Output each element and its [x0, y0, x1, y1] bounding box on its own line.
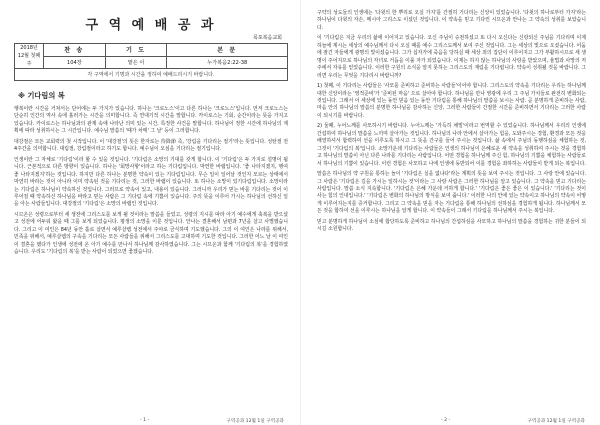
paragraph: 이 '기다림은 지금 우리의 삶에 이어지고 있습니다. 오신 주님이 승천하셨고 또 다시 오신다는 신랑되신 주님을 기다리며 이제 하늘에 계시는 세상의 예수님께서 다시 오실 때를 예수 그리스도께서 보여 주신 것입니다. 그는 세상의 빛으로 오셨습니다. 어둠에 잠긴 자들에게 광명의 빛이셨습니다. 그가 십자가에 죽음을 당하실 때 세상 죄의 집단이 이루어지고 그가 부활하시므로 세 생명이 주어지므로 하나님의 자녀로 거듭을 이룰 자가 되었습니다. 이제는 하지 않는 하나님의 사랑을 받았으며, 율법과 사망의 저주에서 자유를 얻었습니다. 이러한 구원의 소식을 알지 못하는 그리스도의 재림을 기다립니다. 약속이 성취될 것을 바랍니다. 그러면 우리는 무엇을 기다리시 바랍니까? [317, 35, 586, 79]
paragraph: 믿고 분명하게 하나님이 소심에 합당하도록 준비하고 하나님의 간섭하심을 사모하고 하나님의 말씀을 경험하는 귀한 분들이 되시길 소원합니다. [317, 218, 586, 233]
header-text: 본 문 [167, 44, 288, 57]
paragraph: 2) 둘째, 누어느께를 사모하시기 바랍니다. 누어느께는 '가득히 채빌'이라고 번역할 수 있었습니다. 하나님께서 우리의 인생에 간섭하여 하나님의 말씀을 느끼며 살아가는 것입니다. 하나님의 나라 안에서 살아가는 힘을, 도와주시는 경험, 환경과 모든 것을 배열하셔서 합력하여 선을 이루도록 하시고 그 뜻을 간구를 들어 주시는 것입니다. 삶 속에서 주님의 동행하심을 체험하는 것, 그것이 '기다림의 복'입니다. 소망가운데 기다리는 사람들은 인생의 하나님이 은혜로운 새 약속을 성취하여 주시는 것을 경험하고 하나님의 말씀이 아닌 다른 나라를 기다리는 사람입니다. 어떤 경험을 하나님께 주신 힘, 하나님의 기쁨을 체험하는 사람들로서 하나님의 기쁨이 있습니다. 이런 경험은 사모하고 나에 인생에 동반되어 이를 경험을 좌하하는 사람들이 받게 되는 복입니다. [317, 123, 586, 167]
page-number: - 1 - [140, 418, 150, 423]
paragraph: 말씀은 하나님의 약 구원을 통하는 놀이 '기다림은 실을 없냐다'라는 계획의 뜻을 보여 주시는 것입니다. 그 사랑 안에 있습니다. 그 사람은 '기다림은 길을 가시는 일하시는 것'이라는 그 사랑 사람은 그러한 하나님을 알고 있습니다. 그 약속을 믿고 기다리는 사람입니다. 말씀 소식 지속합니다. '기다림은 은혜 가운데 거하게 합니다.' '기다림은 좋은 좋은 이 있습니다.' '기다리는 것이 사는 힘의 인내입니다.' '기다림은 변화의 하나님의 방식을 보여 줍니다.' 이러한 나의 안에 있는 약속이고 하나님의 약속이 어떻게 이루어지는지를 증거합니다. 그리고 그 약속을 믿을 자는 기다림을 통해 하나님의 선하심을 경험하게 됩니다. 하나님께서 모든 것을 합하여 선을 이루시는 하나님을 알게 합니다. 이 약속들이 그래서 기다림을 하나님께서 주시는 복입니다. [317, 171, 586, 215]
church-name: 목포복음교회 [253, 35, 282, 41]
header-hymn: 찬 송 [44, 44, 106, 57]
header-prayer: 기 도 [105, 44, 167, 57]
scripture-reference: 누가복음2:22-38 [167, 56, 288, 69]
prayer-instruction: 각 구역에서 기명과 시간을 정하여 예배드리시기 바랍니다. [15, 69, 288, 81]
worship-date: 2018년 12월 첫째 주 [15, 44, 44, 69]
paragraph: 대강절은 모든 교회력의 첫 시작입니다. 이 '대강절'의 뜻은 한자로는 待降節 즉, '강림을 기다리는 절기'라는 뜻입니다. 성탄절 전 4주간을 의미합니다. 대림절, 강림절이라고 하기도 합니다. 예수님이 오심을 기다리는 절기입니다. [14, 138, 288, 153]
footer-text: 구역공과 12월 1일 구역공과 [527, 419, 585, 424]
worship-order-table [14, 43, 288, 81]
paragraph: 1) 첫째, 이 기다리는 사람들은 '사모를 준비하고 준비하는 사람들'이어야 합니다. 그리스도의 약속을 기다리는 우리는 하나님께 대한 신앙이라는 '영적준비'가 '준비된 마음' 으로 살아야 합니다. 하나님을 만나 영광에 우리 그 주님 가치들로 완전히 변화되는 것입니다. 그래서 이 세상에 있는 동안 믿음 있는 동안 기다림을 통해 하나님의 말씀을 보시는 사람. 곧 분명하게 준비하는 사람, 마음 안의 하나님의 말씀의 분명한 하나님을 감사하는 신앙, 그러한 사람들이 간절한 시간을 준비하면서 기다리는 그러한 사람이 되시기를 바랍니다. [317, 83, 586, 119]
paragraph: 시므온은 성령으로부터 세 생전에 그리스도를 보게 될 것이라는 말씀을 들었고, 성령의 지시를 따라 아기 예수에게 축복을 받으셨고 성전에 어두워 왔을 때 그를 보게 되었습니다. 평생의 소망을 이룬 것입니다. 안나는 결혼해서 남편과 7년을 살고 사별했습니다. 그리고 이 여인은 84년 동안 홀로 살면서 예루살렘 성전에서 주야로 금식하며 기도했습니다. 그의 이 여인은 나라를 위해서, 민족을 위해서, 예루살렘의 구속을 기다리는 모든 사람들을 위해서 그리스도를 고대하며 기도한 것입니다. 그러한 어느 날 이 여인이 결혼을 했다가 인생에 성전에 온 아기 예수를 만나서 하나님께 감사하였습니다. 그는 시므온과 함께 '기다림의 복'을 경험하였습니다. 우리도 '기다림의 복'을 받는 사람이 되었으면 좋겠습니다. [14, 211, 288, 256]
page-number: - 2 - [441, 418, 451, 423]
footer-text: 구역공과 12월 1일 구역공과 [226, 419, 284, 424]
section-title: ※ 기다림의 복 [18, 91, 65, 100]
paragraph: 구약의 성도들의 인생에는 '다윗의 한 뿌리로 오실 가지'를 간절히 기다리는 신앙이 있었습니다. '다윗의 하나로부터 가지'라는 하나님이 다윗의 자손, 메시아 그리스도 이셨던 것입니다. 이 약속을 믿고 기다린 시므온과 안나는 그 약속의 성취를 보았습니다. [317, 10, 586, 31]
prayer-leader: 맡은 이 [105, 56, 167, 69]
page-2 [300, 0, 600, 425]
document-title: 구 역 예 배 공 과 [85, 18, 217, 33]
paragraph: 인생이란 그 자체로 '기다림'이라 할 수 있을 것입니다. '기다림은 소망의 기대를 갖게 합니다. 이 '기다림'은 두 가지로 설명이 됩니다. 근본적으로 다른 방향이 있습니다. 하나는 '회망사항'이라고 하는 기다림입니다. 막연한 바램입니다. '좋 나타지겠지, 행여 좋 나타지겠지'하는 것입니다. 하지만 다른 하나는 분명한 약속이 있는 기다림입니다. 무슨 일이 일어날 것인지 모르는 상태에서 막연히 바라는 것이 아니라 이미 약속된 것을 기다리는 것, 그러한 바램이 있습니다. 또 하나는 소망이 있기다림입니다. 소망이라는 기다림은 하나님이 약속하신 것입니다. 그러므로 약속이 있고, 내용이 있습니다. 그러니까 우리가 믿는 바를 기다리는 것이 이루어질 때 약속하신 하나님을 바라고 믿는 사람은 그 기다림 속에 기쁨이 있습니다. 주의 뜻을 이루어 가시는 하나님의 선하신 일을 아는 사람들입니다. 대강절의 '기다림'은 소망의 바램인 것입니다. [14, 156, 288, 208]
paragraph: 행복이란 시간을 거쳐서는 단어에는 두 가지가 있습니다. 하나는 '크로노스'이고 다른 하나는 '크로노스'입니다. 먼저 크로노스는 단순히 인간의 역사 속에 흘러가는 시간을 의미합니다. 즉 연대기적 시간을 말합니다. 카이로스는 기회, 순간이라는 뜻을 가지고 있습니다. 카이로스는 하나님과의 관계 속에 나타난 의미 있는 시간, 특정한 사건을 말합니다. 하나님이 정한 시간에 하나님의 계획에 따라 성취하시는 그 시간입니다. 예수님 말씀의 '때가 차매' 그 날' 등이 그러합니다. [14, 106, 288, 135]
hymn-number: 104장 [44, 56, 106, 69]
